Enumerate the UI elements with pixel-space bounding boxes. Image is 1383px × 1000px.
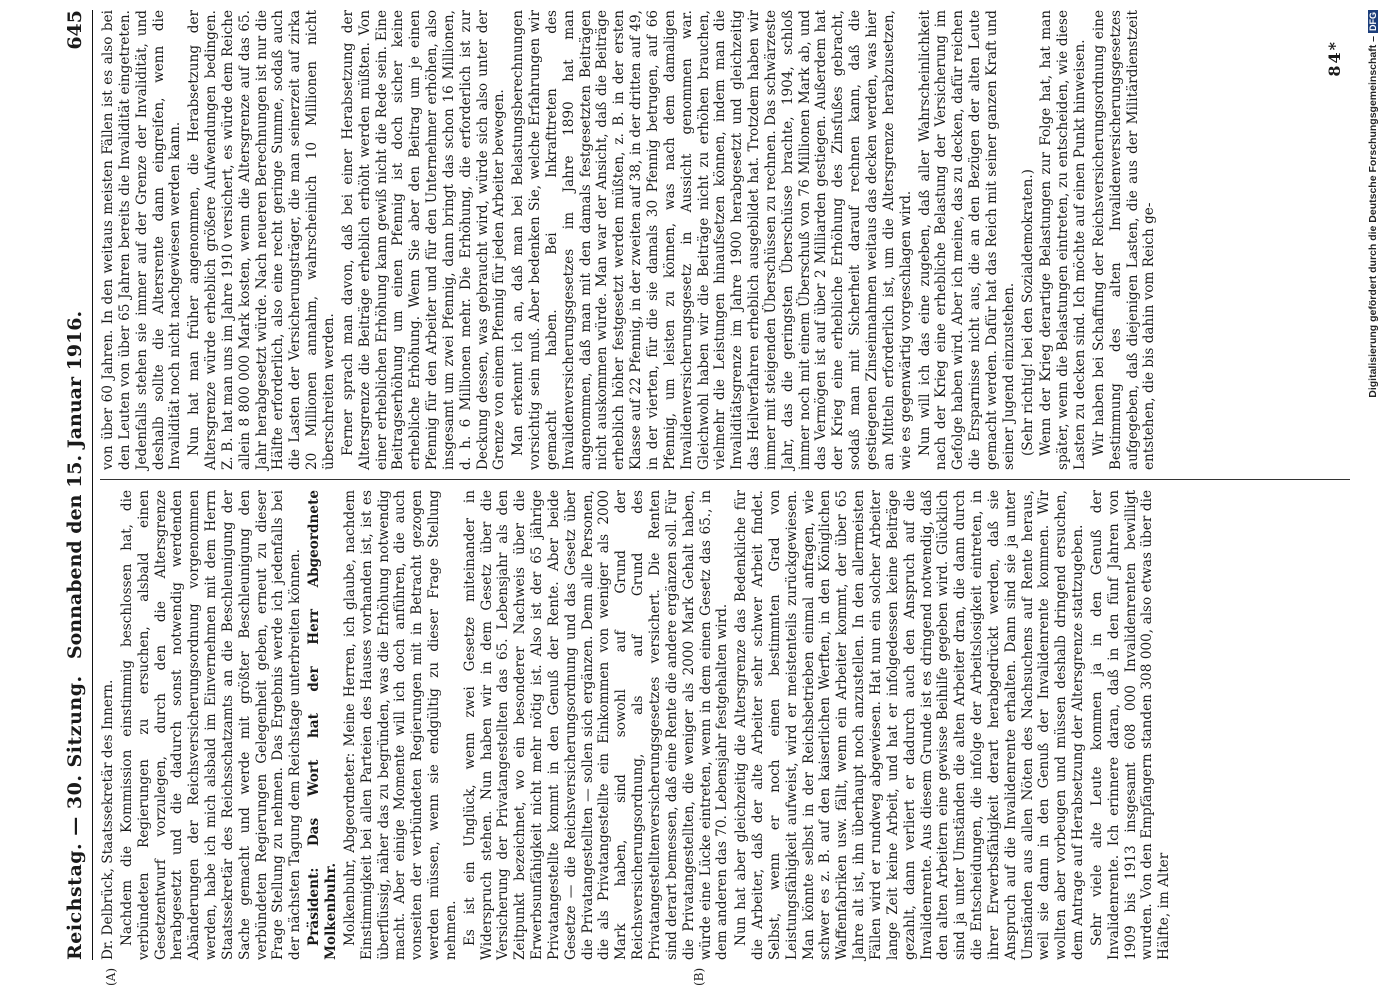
- paragraph: Ferner sprach man davon, daß bei einer Herabsetzung der Altersgrenze die Beiträge erheblich erhöht werden müßten. Von einer erheblichen Erhöhung kann gewiß nicht die Rede sein. Eine Beitragserhöhung um einen Pfennig ist doch sicher keine erhebliche Erhöhung. Wenn Sie aber den Beitrag um je einen Pfennig für den Arbeiter und für den Unternehmer erhöhen, also insgesamt um zwei Pfennig, dann bringt das schon 16 Millionen, d. h. 6 Millionen mehr. Die Erhöhung, die erforderlich ist zur Deckung dessen, was gebraucht wird, würde sich also unter der Grenze von einem Pfennig für jeden Arbeiter bewegen.: [339, 10, 508, 470]
- paragraph: von über 60 Jahren. In den weitaus meisten Fällen ist es also bei den Leuten von über 65 Jahren bereits die Invalidität eingetreten. Jedenfalls stehen sie immer auf der Grenze der Invalidität, und deshalb sollte die Altersrente dann eingreifen, wenn die Invalidität noch nicht nachgewiesen werden kann.: [100, 10, 184, 470]
- paragraph: Sehr viele alte Leute kommen ja in den Genuß der Invalidenrente. Ich erinnere daran, daß in den fünf Jahren von 1909 bis 1913 insgesamt 608 000 Invalidenrenten bewilligt wurden. Von den Empfängern standen 308 000, also etwas über die Hälfte, im Alter: [1088, 490, 1173, 960]
- paragraph: Nun hat man früher angenommen, die Herabsetzung der Altersgrenze würde erheblich größere Aufwendungen bedingen. Z. B. hat man uns im Jahre 1910 versichert, es würde dem Reiche allein 8 800 000 Mark kosten, wenn die Altersgrenze auf das 65. Jahr herabgesetzt würde. Nach neueren Berechnungen ist nur die Hälfte erforderlich, also eine recht geringe Summe, sodaß auch die Lasten der Versicherungsträger, die man seinerzeit auf zirka 20 Millionen annahm, wahrscheinlich 10 Millionen nicht überschreiten werden.: [186, 10, 337, 470]
- paragraph: Nun will ich das eine zugeben, daß aller Wahrscheinlichkeit nach der Krieg eine erhebliche Belastung der Versicherung im Gefolge haben wird. Aber ich meine, das zu decken, dafür reichen die Ersparnisse nicht aus, die an den Bezügen der alten Leute gemacht werden. Dafür hat das Reich mit seiner ganzen Kraft und seiner Jugend einzustehen.: [916, 10, 1017, 470]
- rotated-page: [52, 10, 1352, 986]
- margin-mark-b: (B): [692, 967, 706, 986]
- header-date: Sonnabend den 15. Januar 1916.: [64, 310, 86, 660]
- paragraph: Es ist ein Unglück, wenn zwei Gesetze miteinander in Widerspruch stehen. Nun haben wir in dem Gesetz über die Versicherung der Privatangestellten das 65. Lebensjahr als den Zeitpunkt bezeichnet, wo ein besonderer Nachweis über die Erwerbsunfähigkeit nicht mehr nötig ist. Also ist der 65 jährige Privatangestellte kommt in den Genuß der Rente. Aber beide Gesetze — die Reichsversicherungsordnung und das Gesetz über die Privatangestellten — sollen sich ergänzen. Denn alle Personen, die als Privatangestellte ein Einkommen von weniger als 2000 Mark haben, sind sowohl auf Grund der Reichsversicherungsordnung, als auf Grund des Privatangestelltenversicherungsgesetzes versichert. Die Renten sind derart bemessen, daß eine Rente die andere ergänzen soll. Für die Privatangestellten, die weniger als 2000 Mark Gehalt haben, würde eine Lücke eintreten, wenn in dem einen Gesetz das 65., in dem anderen das 70. Lebensjahr festgehalten wird.: [461, 490, 731, 960]
- text-column-right: [100, 10, 1160, 470]
- digitization-credit: [1367, 10, 1381, 990]
- credit-text: Digitalisierung gefördert durch die Deutsche Forschungsgemeinschaft –: [1367, 36, 1379, 398]
- paragraph: Man erkennt ich an, daß man bei Belastungsberechnungen vorsichtig sein muß. Aber bedenken Sie, welche Erfahrungen wir gemacht haben. Bei Inkrafttreten des Invalidenversicherungsgesetzes im Jahre 1890 hat man angenommen, daß man mit den damals festgesetzten Beiträgen nicht auskommen würde. Man war der Ansicht, daß die Beiträge erheblich höher festgesetzt werden müßten, z. B. in der ersten Klasse auf 22 Pfennig, in der zweiten auf 38, in der dritten auf 49, in der vierten, für die sie damals 30 Pfennig betrugen, auf 66 Pfennig, um leisten zu können, was nach dem damaligen Invalidenversicherungsgesetz in Aussicht genommen war. Gleichwohl haben wir die Beiträge nicht zu erhöhen brauchen, vielmehr die Leistungen hinaufsetzen können, indem man die Invaliditätsgrenze im Jahre 1900 herabgesetzt und gleichzeitig das Heilverfahren erheblich ausgebildet hat. Trotzdem haben wir immer mit steigenden Überschüssen zu rechnen. Das schwärzeste Jahr, das die geringsten Überschüsse brachte, 1904, schloß immer noch mit einem Überschuß von 76 Millionen Mark ab, und das Vermögen ist auf über 2 Milliarden gestiegen. Außerdem hat der Krieg eine erhebliche Erhöhung des Zinsfußes gebracht, sodaß man mit Sicherheit darauf rechnen kann, daß die gestiegenen Zinseinnahmen weitaus das decken werden, was hier an Mitteln erforderlich ist, um die Altersgrenze herabzusetzen, wie es gegenwärtig vorgeschlagen wird.: [510, 10, 914, 470]
- paragraph: Wenn der Krieg derartige Belastungen zur Folge hat, hat man später, wenn die Belastungen eintreten, zu entscheiden, wie diese Lasten zu decken sind. Ich möchte auf einen Punkt hinweisen.: [1038, 10, 1089, 470]
- dfg-logo: DFG: [1368, 12, 1378, 31]
- interjection: (Sehr richtig! bei den Sozialdemokraten.): [1019, 169, 1036, 456]
- signature-mark: 84*: [1325, 40, 1344, 77]
- header-page-number: 645: [64, 10, 86, 50]
- margin-mark-a: (A): [104, 967, 118, 986]
- paragraph: Nun hat aber gleichzeitig die Altersgrenze das Bedenkliche für die Arbeiter, daß der alte Arbeiter sehr schwer Arbeit findet. Selbst, wenn er noch einen bestimmten Grad von Leistungsfähigkeit aufweist, wird er meistenteils zurückgewiesen. Man könnte selbst in der Reichsbetrieben einmal anfragen, wie schwer es z. B. auf den kaiserlichen Werften, in den Königlichen Waffenfabriken usw. fällt, wenn ein Arbeiter kommt, der über 65 Jahre alt ist, ihn überhaupt noch anzustellen. In den allermeisten Fällen wird er rundweg abgewiesen. Hat nun ein solcher Arbeiter lange Zeit keine Arbeit, und hat er infolgedessen keine Beiträge gezahlt, dann verliert er dadurch auch den Anspruch auf die Invalidenrente. Aus diesem Grunde ist es dringend notwendig, daß den alten Arbeitern eine gewisse Beihilfe gegeben wird. Glücklich sind ja unter Umständen die alten Arbeiter dran, die dann durch die Entscheidungen, die infolge der Arbeitslosigkeit eintreten, in ihrer Erwerbsfähigkeit derart herabgedrückt werden, daß sie Anspruch auf die Invalidenrente erhalten. Dann sind sie ja unter Umständen aus allen Nöten des Nachsuchens auf Rente heraus, weil sie dann in den Genuß der Invalidenrente kommen. Wir wollten aber vorbeugen und müssen deshalb dringend ersuchen, dem Antrage auf Herabsetzung der Altersgrenze stattzugeben.: [733, 490, 1087, 960]
- speaker-line: Dr. Delbrück, Staatssekretär des Innern.: [100, 679, 116, 960]
- paragraph: Wir haben bei Schaffung der Reichsversicherungsordnung eine Bestimmung des alten Invalidenversicherungsgesetzes aufgegeben, daß diejenigen Lasten, die aus der Militärdienstzeit entstehen, die bis dahin vom Reich ge-: [1090, 10, 1158, 470]
- text-column-left: [100, 490, 1175, 960]
- header-left: Reichstag. — 30. Sitzung.: [64, 675, 86, 960]
- page-header: [52, 10, 93, 960]
- column-divider: [100, 479, 1350, 480]
- paragraph: Molkenbuhr, Abgeordneter: Meine Herren, ich glaube, nachdem Einstimmigkeit bei allen Parteien des Hauses vorhanden ist, ist es überflüssig, näher das zu begründen, was die Erhöhung notwendig macht. Aber einige Momente will ich doch anführen, die auch vonseiten der verbündeten Regierungen mit in Betracht gezogen werden müssen, wenn sie endgültig zu dieser Frage Stellung nehmen.: [341, 490, 459, 960]
- speaker-line: Präsident: Das Wort hat der Herr Abgeordnete Molkenbuhr.: [306, 490, 339, 960]
- paragraph: Nachdem die Kommission einstimmig beschlossen hat, die verbündeten Regierungen zu ersuchen, alsbald einen Gesetzentwurf vorzulegen, durch den die Altersgrenze herabgesetzt und die dadurch sonst notwendig werdenden Abänderungen der Reichsversicherungsordnung vorgenommen werden, habe ich mich alsbald im Einvernehmen mit dem Herrn Staatssekretär des Reichsschatzamts an die Beschleunigung der Sache gemacht und werde mit größter Beschleunigung den verbündeten Regierungen Gelegenheit geben, erneut zu dieser Frage Stellung zu nehmen. Das Ergebnis werde ich jedenfalls bei der nächsten Tagung dem Reichstage unterbreiten können.: [118, 490, 304, 960]
